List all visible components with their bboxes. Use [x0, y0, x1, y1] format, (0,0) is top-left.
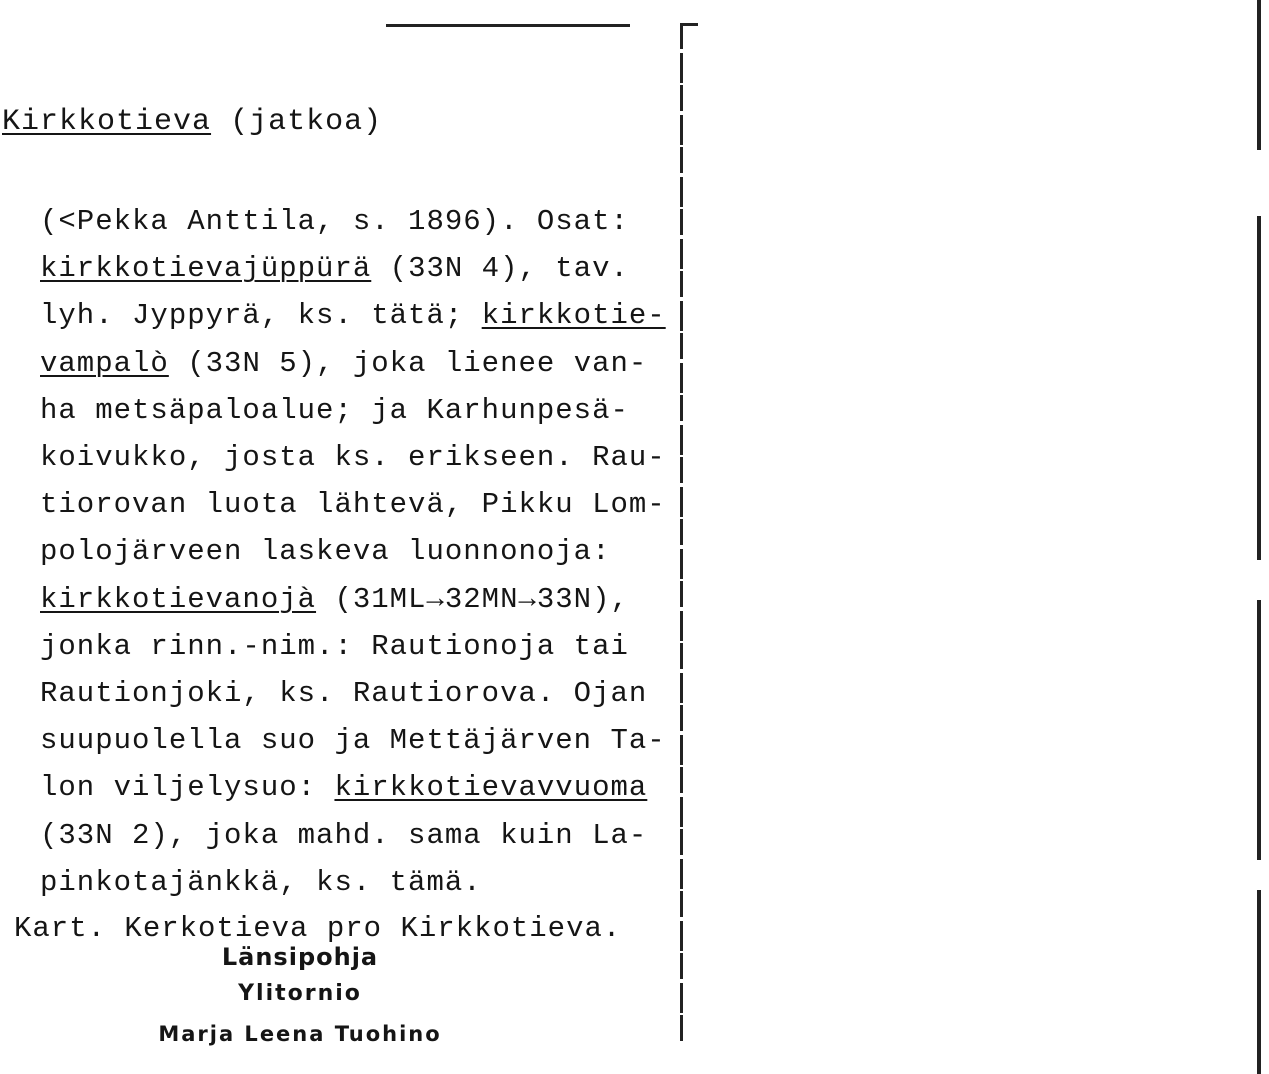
collector-stamp — [130, 940, 470, 1054]
body-line — [40, 576, 666, 623]
place-name-term: kirkkotievajüppürä — [40, 252, 372, 286]
body-line: polojärveen laskeva luonnonoja: — [40, 535, 611, 569]
heading-term: Kirkkotieva — [2, 105, 212, 139]
body-line: (<Pekka Anttila, s. 1896). Osat: — [40, 205, 629, 238]
body-text: (33N 4), tav. — [371, 252, 629, 286]
stamp-collector: Marja Leena Tuohino — [158, 1022, 442, 1046]
card-heading — [2, 105, 382, 139]
heading-suffix: (jatkoa) — [230, 105, 383, 139]
body-line: koivukko, josta ks. erikseen. Rau- — [40, 441, 666, 475]
place-name-term: kirkkotievavvuoma — [334, 771, 648, 805]
scan-edge-right — [1257, 0, 1261, 1074]
top-rule — [386, 24, 630, 27]
body-line — [40, 245, 666, 292]
body-line: tiorovan luota lähtevä, Pikku Lom- — [40, 488, 666, 522]
stamp-region: Länsipohja — [221, 943, 379, 971]
body-line: jonka rinn.-nim.: Rautionoja tai — [40, 629, 629, 663]
body-line: suupuolella suo ja Mettäjärven Ta- — [40, 724, 666, 758]
body-text: lyh. Jyppyrä, ks. tätä; — [40, 299, 482, 333]
place-name-term: kirkkotie- — [481, 299, 666, 333]
card-body — [40, 198, 666, 906]
body-line: pinkotajänkkä, ks. tämä. — [40, 865, 482, 899]
card-border-right — [680, 23, 683, 1043]
body-line — [40, 340, 666, 387]
place-name-term: vampalò — [40, 346, 169, 380]
body-line: Rautionjoki, ks. Rautiorova. Ojan — [40, 677, 648, 711]
body-line — [40, 764, 666, 811]
place-name-term: kirkkotievanojà — [40, 582, 317, 616]
kart-note: Kart. Kerkotieva pro Kirkkotieva. — [14, 912, 622, 945]
body-text: (33N 5), joka lienee van- — [168, 346, 648, 380]
stamp-parish: Ylitornio — [238, 981, 362, 1006]
body-line — [40, 292, 666, 339]
body-line: (33N 2), joka mahd. sama kuin La- — [40, 818, 648, 852]
body-line: ha metsäpaloalue; ja Karhunpesä- — [40, 393, 629, 427]
body-text: lon viljelysuo: — [40, 771, 335, 805]
body-text: (31ML→32MN→33N), — [316, 582, 629, 616]
